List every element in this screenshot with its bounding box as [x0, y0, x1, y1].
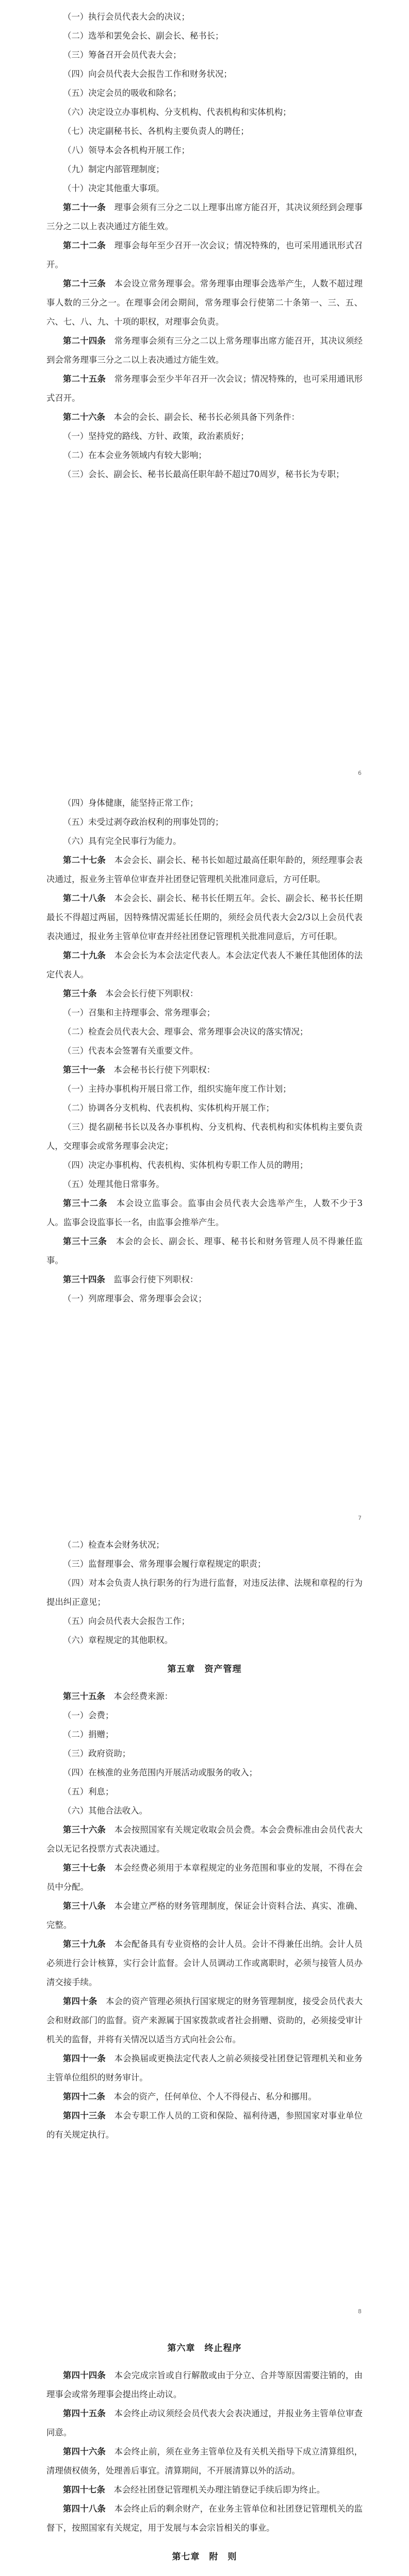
list-item: （四）对本会负责人执行职务的行为进行监督，对违反法律、法规和章程的行为提出纠正意见； — [46, 1578, 363, 1607]
list-item: （二）在本会业务领域内有较大影响； — [63, 450, 207, 460]
article-paragraph — [46, 331, 363, 369]
list-item: （五）决定会员的吸收和除名； — [63, 88, 182, 98]
article-number: 第四十八条 — [63, 2504, 106, 2514]
list-item: （五）未受过剥夺政治权利的刑事处罚的； — [63, 817, 224, 827]
article-paragraph — [46, 1992, 363, 2049]
list-item: （一）执行会员代表大会的决议； — [63, 12, 190, 22]
article-number: 第二十七条 — [63, 855, 106, 865]
article-paragraph — [46, 984, 363, 1003]
article-text: 本会配备具有专业资格的会计人员。会计不得兼任出纳。会计人员必须进行会计核算，实行会计监督。会计人员调动工作或离职时，必须与接管人员办清交接手续。 — [46, 1939, 363, 1987]
page-3-body — [46, 1535, 363, 2144]
article-text: 本会经费必须用于本章程规定的业务范围和事业的发展，不得在会员中分配。 — [46, 1863, 363, 1892]
chapter-heading: 第六章 终止程序 — [167, 2343, 242, 2353]
article-number: 第三十六条 — [63, 1825, 106, 1835]
list-item: （二）协调各分支机构、代表机构、实体机构开展工作； — [63, 1103, 274, 1113]
article-number: 第二十四条 — [63, 336, 106, 346]
page-number-1: 6 — [358, 770, 362, 776]
list-item: （四）在核准的业务范围内开展活动或服务的收入； — [63, 1768, 257, 1777]
article-text: 常务理事会须有三分之二以上常务理事出席方能召开，其决议须经到会常务理事三分之二以上表决通过方能生效。 — [46, 336, 363, 365]
article-text: 本会设立常务理事会。常务理事由理事会选举产生，人数不超过理事人数的三分之一。在理事会闭会期间，常务理事会行使第二十条第一、三、五、六、七、八、九、十项的职权，对理事会负责。 — [46, 279, 363, 327]
article-number: 第三十一条 — [63, 1065, 105, 1075]
article-paragraph — [46, 1820, 363, 1858]
article-text: 本会终止前，须在业务主管单位及有关机关指导下成立清算组织，清理债权债务，处理善后事宜。清算期间，不开展清算以外的活动。 — [46, 2447, 363, 2476]
article-paragraph — [46, 1935, 363, 1992]
article-text: 本会经社团登记管理机关办理注销登记手续后即为终止。 — [113, 2485, 325, 2495]
article-text: 本会会长、副会长、秘书长任期五年。会长、副会长、秘书长任期最长不得超过两届，因特殊情况需延长任期的，须经会员代表大会2/3以上会员代表表决通过，报业务主管单位审查并经社团登记管理机关批准同意后，方可任职。 — [46, 893, 363, 941]
article-number: 第三十三条 — [63, 1236, 107, 1246]
article-text: 本会经费来源： — [113, 1691, 173, 1701]
article-number: 第四十五条 — [63, 2409, 106, 2418]
article-text: 理事会须有三分之二以上理事出席方能召开，其决议须经到会理事三分之二以上表决通过方能生效。 — [46, 202, 363, 231]
article-number: 第四十条 — [63, 1996, 97, 2006]
article-number: 第二十三条 — [63, 279, 106, 289]
article-text: 本会终止后的剩余财产，在业务主管单位和社团登记管理机关的监督下，按照国家有关规定，用于发展与本会宗旨相关的事业。 — [46, 2504, 363, 2533]
article-text: 理事会每年至少召开一次会议；情况特殊的，也可采用通讯形式召开。 — [46, 241, 363, 269]
article-number: 第四十四条 — [63, 2370, 106, 2380]
article-text: 本会的会长、副会长、理事、秘书长和财务管理人员不得兼任监事。 — [46, 1236, 363, 1265]
article-text: 本会秘书长行使下列职权： — [113, 1065, 216, 1075]
article-text: 本会会长、副会长、秘书长如超过最高任职年龄的，须经理事会表决通过，报业务主管单位审查并社团登记管理机关批准同意后，方可任职。 — [46, 855, 363, 884]
article-number: 第三十七条 — [63, 1863, 106, 1873]
list-item: （七）决定副秘书长、各机构主要负责人的聘任； — [63, 126, 249, 136]
list-item: （四）向会员代表大会报告工作和财务状况； — [63, 69, 232, 79]
page-number-2: 7 — [358, 1515, 362, 1521]
list-item: （九）制定内部管理制度； — [63, 164, 165, 174]
article-paragraph — [46, 2087, 363, 2106]
list-item: （一）主持办事机构开展日常工作，组织实施年度工作计划； — [63, 1084, 291, 1094]
article-paragraph — [46, 1060, 363, 1079]
article-number: 第二十九条 — [63, 951, 106, 960]
list-item: （一）列席理事会、常务理事会会议； — [63, 1294, 207, 1303]
article-number: 第二十六条 — [63, 412, 105, 422]
chapter-heading: 第七章 附 则 — [172, 2552, 237, 2562]
list-item: （一）会费； — [63, 1710, 114, 1720]
article-text: 本会会长行使下列职权： — [105, 989, 199, 998]
article-text: 本会完成宗旨或自行解散或由于分立、合并等原因需要注销的，由理事会或常务理事会提出终止动议。 — [46, 2370, 363, 2399]
list-item: （十）决定其他重大事项。 — [63, 183, 165, 193]
page-1 — [0, 7, 409, 484]
list-item: （三）代表本会签署有关重要文件。 — [63, 1046, 199, 1056]
article-paragraph — [46, 2106, 363, 2144]
article-paragraph — [46, 1896, 363, 1935]
page-3 — [0, 1535, 409, 2144]
article-number: 第四十七条 — [63, 2485, 105, 2495]
article-number: 第四十六条 — [63, 2447, 106, 2456]
list-item: （八）领导本会各机构开展工作； — [63, 145, 190, 155]
article-paragraph — [46, 274, 363, 331]
list-item: （六）具有完全民事行为能力。 — [63, 836, 182, 846]
article-text: 常务理事会至少半年召开一次会议；情况特殊的，也可采用通讯形式召开。 — [46, 374, 363, 403]
article-paragraph — [46, 369, 363, 408]
chapter-heading: 第五章 资产管理 — [167, 1664, 242, 1674]
article-text: 本会终止动议须经会员代表大会表决通过，并报业务主管单位审查同意。 — [46, 2409, 363, 2437]
article-number: 第四十三条 — [63, 2111, 106, 2121]
list-item: （二）检查会员代表大会、理事会、常务理事会决议的落实情况； — [63, 1027, 308, 1037]
article-text: 本会按照国家有关规定收取会员会费。本会会费标准由会员代表大会以无记名投票方式表决通过。 — [46, 1825, 363, 1854]
article-paragraph — [46, 2480, 363, 2499]
article-text: 本会建立严格的财务管理制度，保证会计资料合法、真实、准确、完整。 — [46, 1901, 363, 1930]
article-paragraph — [46, 1858, 363, 1896]
article-paragraph — [46, 889, 363, 946]
page-number-3: 8 — [358, 2308, 362, 2315]
article-paragraph — [46, 2499, 363, 2537]
list-item: （六）其他合法收入。 — [63, 1806, 148, 1816]
article-text: 本会的会长、副会长、秘书长必须具备下列条件： — [113, 412, 300, 422]
article-number: 第三十二条 — [63, 1198, 108, 1208]
page-2 — [0, 793, 409, 1308]
list-item: （三）会长、副会长、秘书长最高任职年龄不超过70周岁，秘书长为专职； — [63, 469, 345, 479]
article-paragraph — [46, 1194, 363, 1232]
article-number: 第三十条 — [63, 989, 97, 998]
list-item: （四）决定办事机构、代表机构、实体机构专职工作人员的聘用； — [63, 1160, 308, 1170]
list-item: （五）处理其他日常事务。 — [63, 1179, 165, 1189]
page-4-body — [46, 2338, 363, 2576]
list-item: （三）提名副秘书长以及各办事机构、分支机构、代表机构和实体机构主要负责人，交理事会或常务理事会决定； — [46, 1122, 363, 1151]
list-item: （二）检查本会财务状况； — [63, 1540, 165, 1550]
list-item: （三）筹备召开会员代表大会； — [63, 50, 182, 60]
article-text: 本会的资产，任何单位、个人不得侵占、私分和挪用。 — [113, 2092, 317, 2102]
list-item: （一）召集和主持理事会、常务理事会； — [63, 1008, 216, 1018]
article-paragraph — [46, 946, 363, 984]
list-item: （四）身体健康，能坚持正常工作； — [63, 798, 199, 808]
article-paragraph — [46, 1270, 363, 1289]
article-paragraph — [46, 2049, 363, 2087]
article-paragraph — [46, 2442, 363, 2480]
article-number: 第三十九条 — [63, 1939, 106, 1949]
list-item: （三）监督理事会、常务理事会履行章程规定的职责； — [63, 1559, 266, 1569]
article-paragraph — [46, 408, 363, 427]
article-paragraph — [46, 851, 363, 889]
page-2-body — [46, 793, 363, 1308]
list-item: （三）政府资助； — [63, 1749, 131, 1758]
article-number: 第三十五条 — [63, 1691, 105, 1701]
list-item: （六）章程规定的其他职权。 — [63, 1635, 173, 1645]
article-number: 第三十四条 — [63, 1275, 105, 1284]
article-paragraph — [46, 198, 363, 236]
article-paragraph — [46, 2404, 363, 2442]
list-item: （五）向会员代表大会报告工作； — [63, 1616, 190, 1626]
article-paragraph — [46, 1687, 363, 1706]
article-number: 第四十二条 — [63, 2092, 105, 2102]
article-text: 监事会行使下列职权： — [113, 1275, 199, 1284]
article-text: 本会专职工作人员的工资和保险、福利待遇，参照国家对事业单位的有关规定执行。 — [46, 2111, 363, 2140]
list-item: （一）坚持党的路线、方针、政策，政治素质好； — [63, 431, 249, 441]
list-item: （二）捐赠； — [63, 1730, 114, 1739]
article-number: 第四十一条 — [63, 2054, 106, 2063]
article-text: 本会会长为本会法定代表人。本会法定代表人不兼任其他团体的法定代表人。 — [46, 951, 363, 979]
article-paragraph — [46, 1232, 363, 1270]
article-number: 第二十一条 — [63, 202, 106, 212]
page-4 — [0, 2329, 409, 2576]
article-paragraph — [46, 2366, 363, 2404]
article-number: 第三十八条 — [63, 1901, 106, 1911]
article-number: 第二十二条 — [63, 241, 106, 250]
list-item: （六）决定设立办事机构、分支机构、代表机构和实体机构； — [63, 107, 291, 117]
list-item: （二）选举和罢免会长、副会长、秘书长； — [63, 31, 224, 41]
article-text: 本会的资产管理必须执行国家规定的财务管理制度，接受会员代表大会和财政部门的监督。资产来源属于国家拨款或者社会捐赠、资助的，必须接受审计机关的监督，并将有关情况以适当方式向社会公布。 — [46, 1996, 363, 2044]
list-item: （五）利息； — [63, 1787, 114, 1797]
article-paragraph — [46, 236, 363, 274]
article-number: 第二十八条 — [63, 893, 106, 903]
article-text: 本会设立监事会。监事由会员代表大会选举产生，人数不少于3人。监事会设监事长一名，由监事会推举产生。 — [46, 1198, 363, 1227]
article-number: 第二十五条 — [63, 374, 106, 384]
page-1-body — [46, 7, 363, 484]
article-text: 本会换届或更换法定代表人之前必须接受社团登记管理机关和业务主管单位组织的财务审计。 — [46, 2054, 363, 2082]
